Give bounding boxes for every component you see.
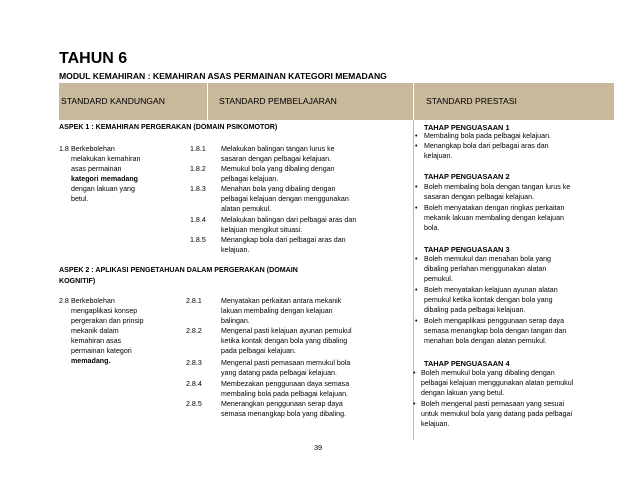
bullet-icon: • xyxy=(415,286,418,294)
prestasi-line: semasa menangkap bola dengan tangan dan xyxy=(424,327,567,335)
sp-line: Memukul bola yang dibaling dengan xyxy=(221,165,335,173)
prestasi-line: dibaling perlahan menggunakan alatan xyxy=(424,265,547,273)
sk-line: melakukan kemahiran xyxy=(71,155,141,163)
sp-line: Membezakan penggunaan daya semasa xyxy=(221,380,350,388)
sp-number: 1.8.1 xyxy=(190,145,206,153)
prestasi-line: pelbagai kelajuan menggunakan alatan pemukul xyxy=(421,379,574,387)
module-subtitle: MODUL KEMAHIRAN : KEMAHIRAN ASAS PERMAINAN KATEGORI MEMADANG xyxy=(59,71,387,81)
sp-number: 2.8.2 xyxy=(186,327,202,335)
sp-line: sasaran dengan pelbagai kelajuan. xyxy=(221,155,332,163)
header-standard-pembelajaran: STANDARD PEMBELAJARAN xyxy=(219,96,337,106)
sp-line: Menyatakan perkaitan antara mekanik xyxy=(221,297,342,305)
header-divider xyxy=(413,83,414,120)
prestasi-line: pemukul. xyxy=(424,275,453,283)
aspek-1-heading: ASPEK 1 : KEMAHIRAN PERGERAKAN (DOMAIN PSIKOMOTOR) xyxy=(59,123,278,131)
sk-line: dengan lakuan yang xyxy=(71,185,135,193)
sp-line: pelbagai kelajuan dengan menggunakan xyxy=(221,195,349,203)
sp-line: alatan pemukul. xyxy=(221,205,272,213)
sp-number: 1.8.5 xyxy=(190,236,206,244)
aspek-2-line: ASPEK 2 : APLIKASI PENGETAHUAN DALAM PERGERAKAN (DOMAIN xyxy=(59,266,298,274)
prestasi-line: Boleh mengenal pasti pemasaan yang sesuai xyxy=(421,400,565,408)
prestasi-line: bola. xyxy=(424,224,440,232)
sp-number: 1.8.2 xyxy=(190,165,206,173)
sp-number: 2.8.5 xyxy=(186,400,202,408)
bullet-icon: • xyxy=(415,204,418,212)
sp-line: Menahan bola yang dibaling dengan xyxy=(221,185,336,193)
sk-line-bold: kategori memadang xyxy=(71,175,139,183)
sk-line: mengaplikasi konsep xyxy=(71,307,138,315)
tahap-penguasaan-1-heading: TAHAP PENGUASAAN 1 xyxy=(424,123,510,132)
bullet-icon: • xyxy=(415,142,418,150)
sp-number: 1.8.4 xyxy=(190,216,206,224)
bullet-icon: • xyxy=(415,183,418,191)
header-standard-prestasi: STANDARD PRESTASI xyxy=(426,96,517,106)
prestasi-line: Boleh mengaplikasi penggunaan serap daya xyxy=(424,317,565,325)
prestasi-line: kelajuan. xyxy=(421,420,450,428)
prestasi-line: Boleh menyatakan dengan ringkas perkaitan xyxy=(424,204,565,212)
sk-line-bold: memadang. xyxy=(71,357,111,365)
prestasi-line: dengan lakuan yang betul. xyxy=(421,389,505,397)
prestasi-line: menahan bola dengan alatan pemukul. xyxy=(424,337,547,345)
sp-line: kelajuan mengikut situasi. xyxy=(221,226,303,234)
prestasi-line: untuk memukul bola yang datang pada pelbagai xyxy=(421,410,573,418)
sp-line: kelajuan. xyxy=(221,246,250,254)
bullet-icon: • xyxy=(415,132,418,140)
tahap-penguasaan-2-heading: TAHAP PENGUASAAN 2 xyxy=(424,172,510,181)
bullet-icon: • xyxy=(413,400,416,408)
prestasi-line: Boleh memukul bola yang dibaling dengan xyxy=(421,369,555,377)
sk-line: mekanik dalam xyxy=(71,327,119,335)
bullet-icon: • xyxy=(413,369,416,377)
sp-line: ketika kontak dengan bola yang dibaling xyxy=(221,337,348,345)
sp-line: pelbagai kelajuan. xyxy=(221,175,279,183)
sp-number: 2.8.4 xyxy=(186,380,202,388)
sp-number: 2.8.3 xyxy=(186,359,202,367)
sp-line: Menerangkan penggunaan serap daya xyxy=(221,400,343,408)
page-title: TAHUN 6 xyxy=(59,50,128,67)
sp-line: semasa menangkap bola yang dibaling. xyxy=(221,410,347,418)
sk-line: Berkebolehan xyxy=(71,297,115,305)
page-number: 39 xyxy=(314,443,323,452)
sp-number: 2.8.1 xyxy=(186,297,202,305)
header-standard-kandungan: STANDARD KANDUNGAN xyxy=(61,96,165,106)
prestasi-line: Membaling bola pada pelbagai kelajuan. xyxy=(424,132,551,140)
prestasi-line: dibaling pada pelbagai kelajuan. xyxy=(424,306,526,314)
sk-number: 1.8 xyxy=(59,145,69,153)
table-header-bar xyxy=(59,83,614,120)
sp-line: lakuan membaling dengan kelajuan xyxy=(221,307,333,315)
sp-number: 1.8.3 xyxy=(190,185,206,193)
aspek-2-line: KOGNITIF) xyxy=(59,277,96,285)
sp-line: Melakukan balingan dari pelbagai aras dan xyxy=(221,216,357,224)
prestasi-line: Boleh memukul dan menahan bola yang xyxy=(424,255,551,263)
sk-line: asas permainan xyxy=(71,165,122,173)
sp-line: yang datang pada pelbagai kelajuan. xyxy=(221,369,337,377)
sk-number: 2.8 xyxy=(59,297,69,305)
sk-line: Berkebolehan xyxy=(71,145,115,153)
header-divider xyxy=(207,83,208,120)
column-divider xyxy=(413,120,414,440)
tahap-penguasaan-4-heading: TAHAP PENGUASAAN 4 xyxy=(424,359,510,368)
sp-line: balingan. xyxy=(221,317,250,325)
bullet-icon: • xyxy=(415,255,418,263)
sk-line: kemahiran asas xyxy=(71,337,122,345)
sk-line: pergerakan dan prinsip xyxy=(71,317,144,325)
prestasi-line: Boleh membaling bola dengan tangan lurus ke xyxy=(424,183,571,191)
sk-line: permainan kategori xyxy=(71,347,132,355)
prestasi-line: sasaran dengan pelbagai kelajuan. xyxy=(424,193,535,201)
sk-line: betul. xyxy=(71,195,89,203)
prestasi-line: pemukul ketika kontak dengan bola yang xyxy=(424,296,553,304)
sp-line: pada pelbagai kelajuan. xyxy=(221,347,296,355)
bullet-icon: • xyxy=(415,317,418,325)
sp-line: Mengenal pasti pemasaan memukul bola xyxy=(221,359,351,367)
prestasi-line: kelajuan. xyxy=(424,152,453,160)
prestasi-line: mekanik lakuan membaling dengan kelajuan xyxy=(424,214,564,222)
sp-line: Mengenal pasti kelajuan ayunan pemukul xyxy=(221,327,352,335)
prestasi-line: Boleh menyatakan kelajuan ayunan alatan xyxy=(424,286,558,294)
prestasi-line: Menangkap bola dari pelbagai aras dan xyxy=(424,142,549,150)
sp-line: Menangkap bola dari pelbagai aras dan xyxy=(221,236,346,244)
sp-line: membaling bola pada pelbagai kelajuan. xyxy=(221,390,348,398)
tahap-penguasaan-3-heading: TAHAP PENGUASAAN 3 xyxy=(424,245,510,254)
sp-line: Melakukan balingan tangan lurus ke xyxy=(221,145,335,153)
